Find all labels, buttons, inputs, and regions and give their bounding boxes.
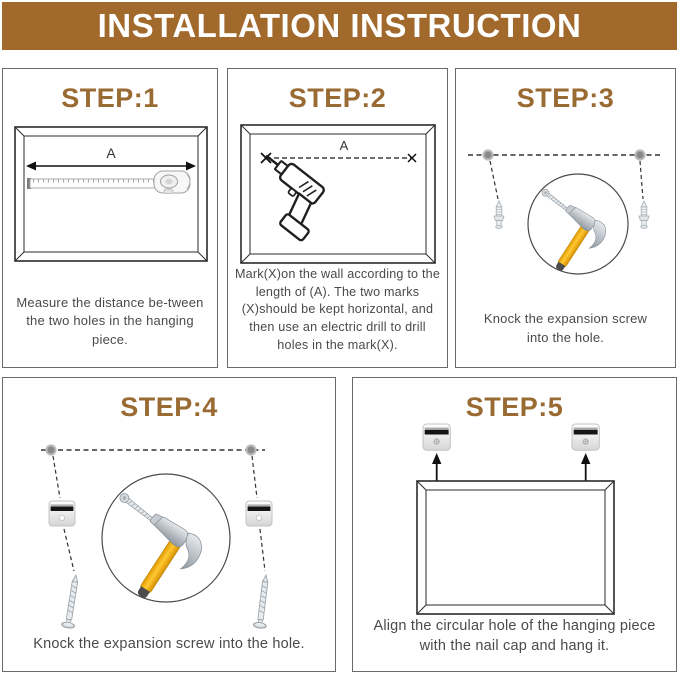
step-description: Measure the distance be-tween the two holes in the hanging piece. [16, 294, 204, 347]
dashed-guide-line [260, 529, 265, 571]
step-description: Mark(X)on the wall according to the length of (A). The two marks (X)should be kept horizontal, and then use an electric drill to drill holes in the mark(X). [234, 266, 441, 353]
picture-frame-icon [417, 481, 614, 614]
step2-illustration [240, 124, 436, 264]
step-title: STEP:5 [465, 392, 564, 422]
step-description: Knock the expansion screw into the hole. [33, 636, 305, 653]
hanging-clip-icon [572, 424, 599, 450]
strike-detail-circle [528, 174, 628, 274]
step-description: Align the circular hole of the hanging piece with the nail cap and hang it. [373, 617, 656, 655]
dashed-guide-line [490, 161, 498, 199]
long-screw-icon [253, 574, 272, 629]
step-title: STEP:3 [516, 83, 615, 113]
picture-frame-icon [241, 125, 435, 263]
up-arrow-icon [581, 453, 590, 481]
step-title: STEP:2 [288, 83, 387, 113]
long-screw-icon [61, 574, 82, 629]
nail-cap-dot-icon [46, 445, 55, 454]
step-panel-3 [455, 68, 676, 368]
dimension-label: A [106, 145, 116, 161]
expansion-anchor-icon [639, 201, 649, 228]
header-title: INSTALLATION INSTRUCTION [97, 7, 582, 44]
strike-detail-circle [102, 474, 230, 602]
step-panel-2 [227, 68, 448, 368]
nail-cap-dot-icon [246, 445, 255, 454]
step-title: STEP:4 [120, 392, 218, 422]
step-description: Knock the expansion screw into the hole. [483, 311, 648, 345]
step-panel-1 [2, 68, 218, 368]
step-panel-4 [2, 377, 336, 672]
nail-cap-dot-icon [635, 150, 644, 159]
dashed-guide-line [252, 456, 257, 498]
expansion-anchor-icon [494, 201, 504, 228]
up-arrow-icon [432, 453, 441, 481]
dimension-label: A [339, 138, 349, 153]
hanging-clip-icon [246, 501, 272, 526]
step1-illustration [14, 126, 208, 262]
dashed-guide-line [64, 529, 74, 571]
step-title: STEP:1 [61, 83, 159, 113]
hanging-clip-icon [423, 424, 450, 450]
hanging-clip-icon [49, 501, 75, 526]
dashed-guide-line [640, 161, 643, 199]
nail-cap-dot-icon [483, 150, 492, 159]
step5-illustration [363, 424, 668, 624]
step4-illustration [13, 436, 327, 648]
installation-header [2, 2, 677, 50]
step-panel-5 [352, 377, 677, 672]
dashed-guide-line [53, 456, 60, 498]
